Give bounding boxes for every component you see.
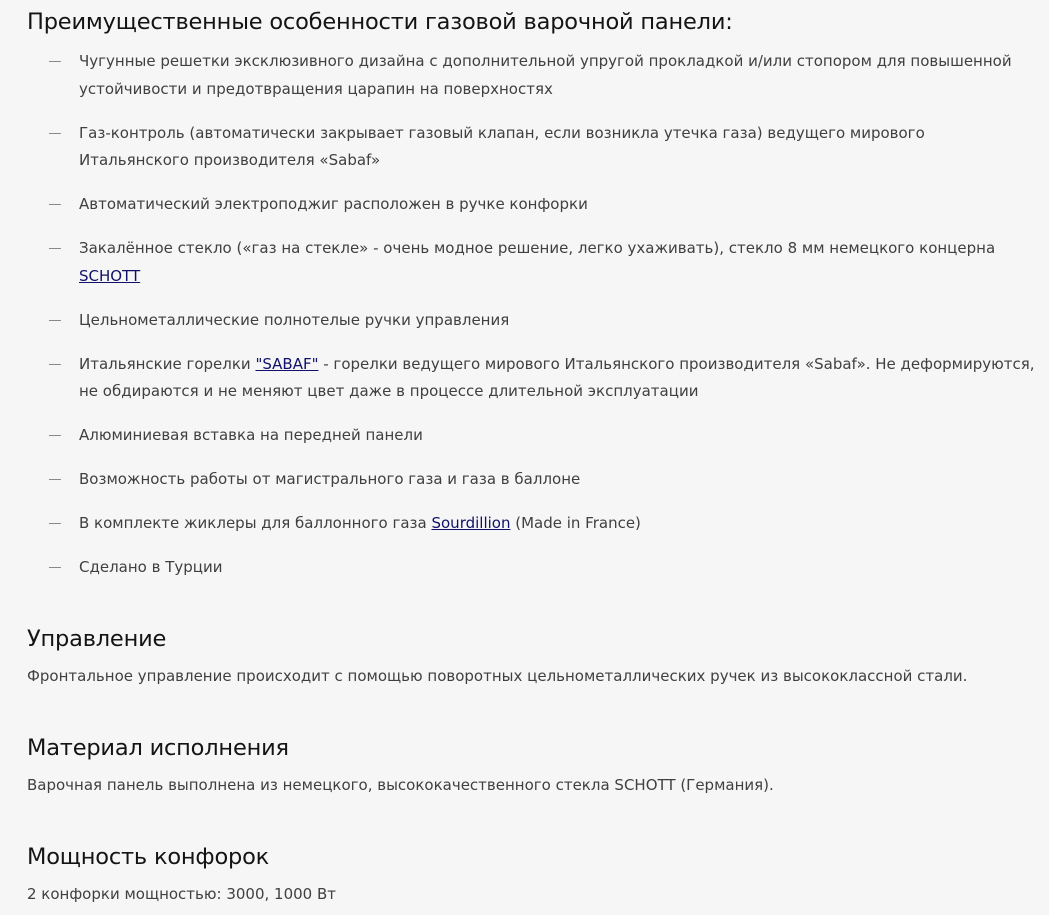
list-item xyxy=(27,48,1037,103)
list-item-text-after: (Made in France) xyxy=(510,514,641,532)
sourdillion-link[interactable]: Sourdillion xyxy=(431,514,511,532)
power-section xyxy=(27,842,336,905)
dash-bullet-icon xyxy=(49,435,61,436)
dash-bullet-icon xyxy=(49,364,61,365)
dash-bullet-icon xyxy=(49,523,61,524)
list-item xyxy=(27,351,1037,406)
dash-bullet-icon xyxy=(49,133,61,134)
list-item-text: Возможность работы от магистрального газа и газа в баллоне xyxy=(79,470,581,488)
list-item-text: Сделано в Турции xyxy=(79,558,223,576)
dash-bullet-icon xyxy=(49,204,61,205)
material-title: Материал исполнения xyxy=(27,735,289,761)
sabaf-link[interactable]: "SABAF" xyxy=(255,354,319,373)
list-item xyxy=(27,466,1037,494)
material-section xyxy=(27,733,774,796)
schott-link[interactable]: SCHOTT xyxy=(79,266,141,285)
advantages-list xyxy=(27,48,1037,582)
list-item-text: Чугунные решетки эксклюзивного дизайна с дополнительной упругой прокладкой и/или стопором для повышенной устойчивости и предотвращения царапин на поверхностях xyxy=(79,52,1012,98)
list-item-text: В комплекте жиклеры для баллонного газа xyxy=(79,514,432,532)
list-item-text-after: - горелки ведущего мирового Итальянского производителя «Sabaf». Не деформируются, не обдираются и не меняют цвет даже в процессе длительной эксплуатации xyxy=(79,354,1035,400)
dash-bullet-icon xyxy=(49,320,61,321)
dash-bullet-icon xyxy=(49,248,61,249)
control-title: Управление xyxy=(27,626,167,652)
list-item xyxy=(27,191,1037,219)
list-item-text: Алюминиевая вставка на передней панели xyxy=(79,426,423,444)
list-item-text: Закалённое стекло («газ на стекле» - очень модное решение, легко ухаживать), стекло 8 мм немецкого концерна xyxy=(79,239,996,257)
material-text: Варочная панель выполнена из немецкого, высококачественного стекла SCHOTT (Германия). xyxy=(27,776,774,794)
list-item-text: Цельнометаллические полнотелые ручки управления xyxy=(79,310,510,329)
control-text: Фронтальное управление происходит с помощью поворотных цельнометаллических ручек из высококлассной стали. xyxy=(27,667,968,685)
list-item-text: Автоматический электроподжиг расположен в ручке конфорки xyxy=(79,195,588,213)
advantages-title: Преимущественные особенности газовой варочной панели: xyxy=(27,9,733,35)
dash-bullet-icon xyxy=(49,567,61,568)
list-item xyxy=(27,554,1037,582)
power-title: Мощность конфорок xyxy=(27,844,270,870)
dash-bullet-icon xyxy=(49,479,61,480)
list-item xyxy=(27,422,1037,450)
list-item xyxy=(27,120,1037,175)
list-item xyxy=(27,510,1037,538)
list-item-text: Итальянские горелки xyxy=(79,354,256,373)
list-item-text: Газ-контроль (автоматически закрывает газовый клапан, если возникла утечка газа) ведущего мирового Итальянского производителя «Sabaf» xyxy=(79,123,925,169)
list-item xyxy=(27,235,1037,290)
dash-bullet-icon xyxy=(49,61,61,62)
control-section xyxy=(27,624,967,687)
power-text: 2 конфорки мощностью: 3000, 1000 Вт xyxy=(27,885,337,903)
content-area xyxy=(27,0,1037,903)
list-item xyxy=(27,307,1037,335)
